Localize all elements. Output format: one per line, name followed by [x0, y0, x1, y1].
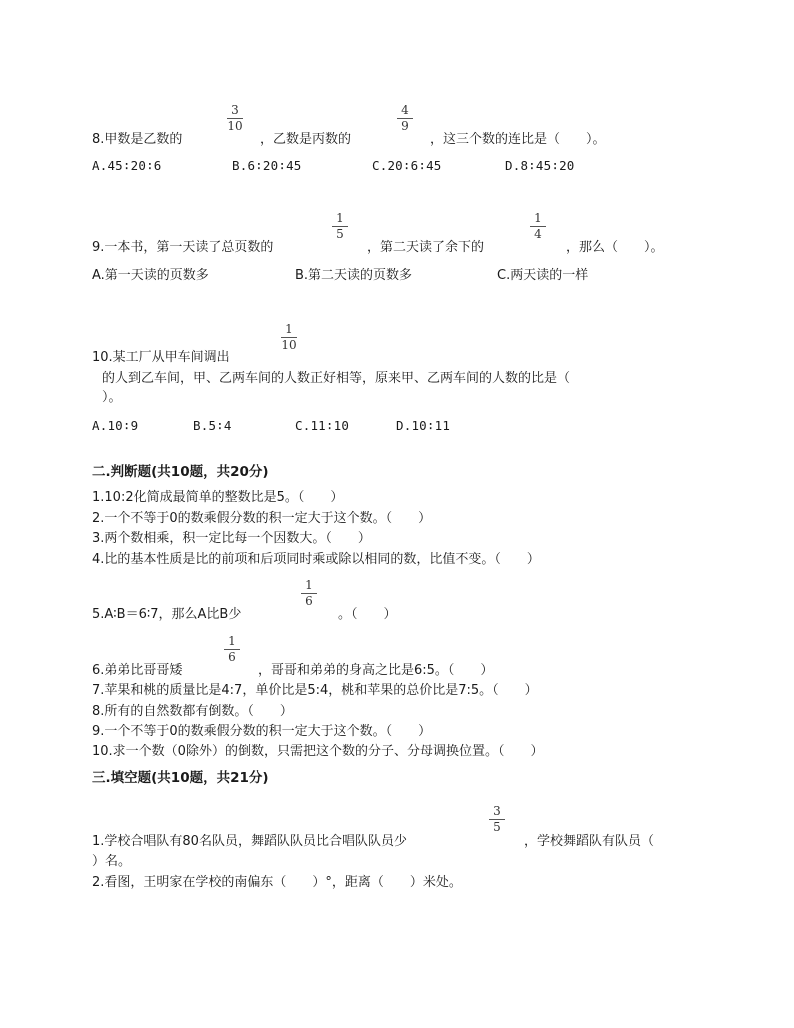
s2-item-2: 2.一个不等于0的数乘假分数的积一定大于这个数。（ ）	[92, 511, 432, 526]
s2-item-3: 3.两个数相乘，积一定比每一个因数大。（ ）	[92, 531, 371, 546]
fraction-denominator: 4	[534, 227, 542, 241]
s2-item-6-fraction	[222, 635, 242, 664]
s3-item-1-line2: ）名。	[92, 854, 132, 869]
fraction-numerator: 3	[493, 804, 501, 818]
q10-text-part1: 10.某工厂从甲车间调出	[92, 350, 230, 365]
q10-option-c[interactable]: C.11∶10	[295, 418, 350, 433]
s2-item-7: 7.苹果和桃的质量比是4:7，单价比是5:4，桃和苹果的总价比是7:5。（ ）	[92, 683, 538, 698]
q8-option-d[interactable]: D.8∶45∶20	[505, 158, 575, 173]
q9-option-a[interactable]: A.第一天读的页数多	[92, 268, 209, 283]
q9-text-part1: 9.一本书，第一天读了总页数的	[92, 240, 274, 255]
s3-item-1-part2: ，学校舞蹈队有队员（	[524, 834, 655, 849]
s3-item-1-fraction	[487, 805, 507, 834]
s2-item-6-part2: ，哥哥和弟弟的身高之比是6:5。（ ）	[258, 663, 494, 678]
q10-text-line2: 的人到乙车间，甲、乙两车间的人数正好相等，原来甲、乙两车间的人数的比是（	[102, 371, 571, 386]
fraction-denominator: 5	[336, 227, 344, 241]
fraction-denominator: 10	[281, 338, 297, 352]
fraction-numerator: 1	[305, 578, 313, 592]
q8-text-part1: 8.甲数是乙数的	[92, 132, 183, 147]
s2-item-5-fraction	[299, 579, 319, 608]
s2-item-6-part1: 6.弟弟比哥哥矮	[92, 663, 183, 678]
q10-option-b[interactable]: B.5∶4	[193, 418, 232, 433]
s2-item-1: 1.10:2化简成最简单的整数比是5。（ ）	[92, 490, 344, 505]
fraction-numerator: 4	[401, 103, 409, 117]
q8-text-part2: ，乙数是丙数的	[260, 132, 352, 147]
fraction-numerator: 3	[231, 103, 239, 117]
fraction-numerator: 1	[285, 322, 293, 336]
s2-item-5-part2: 。（ ）	[338, 607, 397, 622]
q9-option-c[interactable]: C.两天读的一样	[497, 268, 589, 283]
s2-item-10: 10.求一个数（0除外）的倒数，只需把这个数的分子、分母调换位置。（ ）	[92, 744, 544, 759]
s3-item-1-part1: 1.学校合唱队有80名队员，舞蹈队队员比合唱队队员少	[92, 834, 407, 849]
q10-option-a[interactable]: A.10∶9	[92, 418, 139, 433]
q9-text-part2: ，第二天读了余下的	[367, 240, 485, 255]
q9-option-b[interactable]: B.第二天读的页数多	[295, 268, 413, 283]
fraction-denominator: 6	[305, 594, 313, 608]
q8-option-c[interactable]: C.20∶6∶45	[372, 158, 442, 173]
fraction-numerator: 1	[534, 211, 542, 225]
fraction-denominator: 10	[227, 119, 243, 133]
q8-option-b[interactable]: B.6∶20∶45	[232, 158, 302, 173]
section2-heading: 二.判断题(共10题，共20分)	[92, 464, 269, 480]
q8-option-a[interactable]: A.45∶20∶6	[92, 158, 162, 173]
fraction-numerator: 1	[336, 211, 344, 225]
q9-fraction-2	[528, 212, 548, 241]
s3-item-2: 2.看图，王明家在学校的南偏东（ ）°，距离（ ）米处。	[92, 875, 462, 890]
q8-text-part3: ，这三个数的连比是（ ）。	[430, 132, 606, 147]
q8-fraction-2	[395, 104, 415, 133]
s2-item-5-part1: 5.A∶B＝6∶7，那么A比B少	[92, 607, 242, 622]
fraction-denominator: 6	[228, 650, 236, 664]
section3-heading: 三.填空题(共10题，共21分)	[92, 770, 269, 786]
q10-text-line3: ）。	[102, 390, 122, 405]
fraction-numerator: 1	[228, 634, 236, 648]
q10-fraction-1	[279, 323, 299, 352]
s2-item-4: 4.比的基本性质是比的前项和后项同时乘或除以相同的数，比值不变。（ ）	[92, 552, 540, 567]
q9-text-part3: ，那么（ ）。	[566, 240, 664, 255]
s2-item-8: 8.所有的自然数都有倒数。（ ）	[92, 704, 293, 719]
q9-fraction-1	[330, 212, 350, 241]
s2-item-9: 9.一个不等于0的数乘假分数的积一定大于这个数。（ ）	[92, 724, 432, 739]
q8-fraction-1	[225, 104, 245, 133]
fraction-denominator: 5	[493, 820, 501, 834]
q10-option-d[interactable]: D.10∶11	[396, 418, 451, 433]
fraction-denominator: 9	[401, 119, 409, 133]
